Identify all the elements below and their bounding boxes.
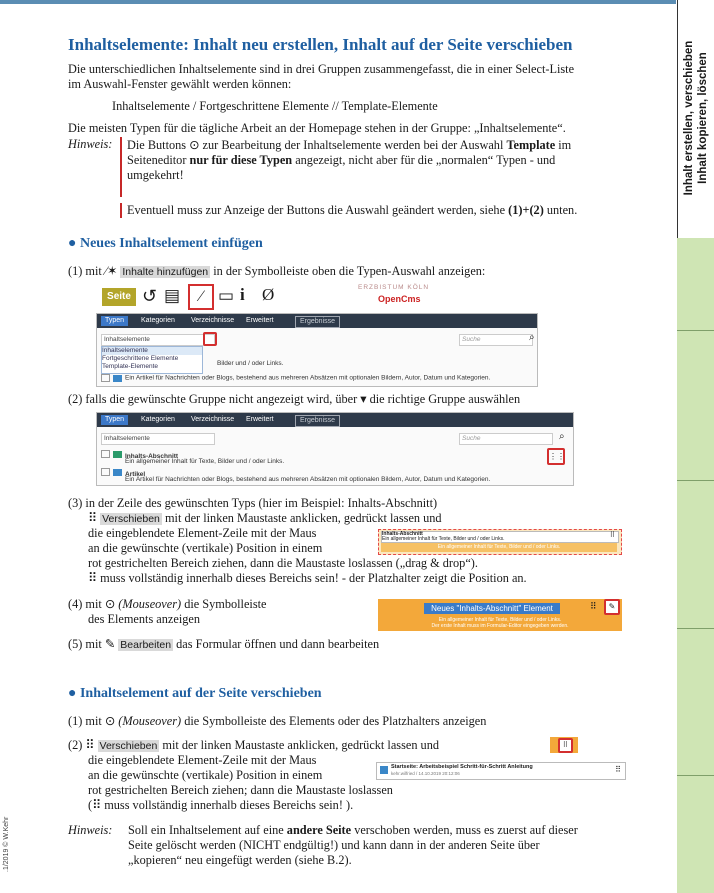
edit-pencil-icon[interactable]: ✎ [604, 599, 620, 615]
option-inhaltselemente[interactable]: Inhaltselemente [102, 347, 202, 355]
tab-erweitert[interactable]: Erweitert [246, 317, 274, 324]
hinweis-text: „kopieren“ neu eingefügt werden (siehe B.2). [128, 853, 352, 867]
row-desc: Bilder und / oder Links. [217, 360, 284, 367]
sidebar-line-2: Inhalt kopieren, löschen [697, 52, 709, 184]
hinweis-label: Hinweis: [68, 823, 113, 837]
wand-icon: ⁄✶ [104, 264, 118, 278]
folder-icon[interactable]: ▭ [218, 286, 235, 305]
type-dialog [96, 313, 538, 387]
info-icon[interactable]: i [240, 285, 245, 304]
group-select[interactable]: Inhaltselemente [101, 334, 215, 346]
step-text: (2) falls die gewünschte Gruppe nicht angezeigt wird, über [68, 392, 358, 406]
option-template[interactable]: Template-Elemente [102, 363, 158, 370]
hinweis-bold: nur für diese Typen [189, 153, 293, 167]
step-text: mit der linken Maustaste anklicken, gedrückt lassen und [164, 511, 442, 525]
hinweis-text: Die Buttons ⊙ zur Bearbeitung der Inhaltselemente werden bei der Auswahl [127, 138, 504, 152]
hinweis-red-bar [120, 137, 122, 197]
rail-divider [677, 775, 714, 776]
bullet-icon: ● [68, 686, 77, 701]
bullet-icon: ● [68, 236, 77, 251]
hinweis-bold: andere Seite [286, 823, 352, 837]
hinweis-label: Hinweis: [68, 137, 113, 151]
sidebar-line-1: Inhalt erstellen, verschieben [683, 40, 695, 196]
grid-handle-icon: ⠿ [85, 738, 95, 752]
tab-verzeichnisse[interactable]: Verzeichnisse [191, 416, 235, 423]
new-element-preview [378, 599, 622, 631]
row-checkbox[interactable] [101, 374, 110, 382]
dialog-tabbar [97, 314, 537, 328]
grid-handle-icon: ⠿ [88, 571, 98, 585]
step-text: mit der linken Maustaste anklicken, gedrückt lassen und [162, 738, 439, 752]
mouseover-text: (Mouseover) [118, 597, 182, 611]
step-text: (5) mit [68, 637, 102, 651]
intro-line-1: Die unterschiedlichen Inhaltselemente sind in drei Gruppen zusammengefasst, die in einer Select-Liste [68, 62, 575, 76]
tab-kategorien[interactable]: Kategorien [141, 317, 175, 324]
page-element-title: Startseite: Arbeitsbeispiel Schritt-für-Schritt Anleitung [391, 764, 533, 770]
step-text: die eingeblendete Element-Zeile mit der Maus [88, 753, 317, 767]
step-text: an die gewünschte (vertikale) Position in einem [88, 541, 323, 555]
step-text: (1) mit [68, 714, 102, 728]
move-handle-highlight[interactable]: ⠿ [558, 738, 573, 753]
search-icon[interactable]: ⌕ [529, 332, 535, 343]
step-text: (1) mit [68, 264, 102, 278]
item-desc: Ein allgemeiner Inhalt für Texte, Bilder und / oder Links. [125, 458, 285, 465]
section-icon [113, 451, 122, 458]
drag-desc: Ein allgemeiner Inhalt für Texte, Bilder und / oder Links. [382, 536, 505, 542]
new-element-desc: Ein allgemeiner Inhalt für Texte, Bilder und / oder Links. Der erste Inhalt muss im Formular-Editor eingegeben werden. [431, 617, 569, 629]
move-handle-highlight[interactable]: ⋮⋮ [547, 448, 565, 465]
step-text: die eingeblendete Element-Zeile mit der Maus [88, 526, 317, 540]
group-list: Inhaltselemente / Fortgeschrittene Elemente // Template-Elemente [112, 99, 438, 113]
hinweis-text: Eventuell muss zur Anzeige der Buttons die Auswahl geändert werden, siehe [127, 203, 506, 217]
opencms-logo: OpenCms [378, 294, 421, 304]
caret-down-icon: ▾ [360, 392, 367, 406]
search-input[interactable]: Suche [459, 334, 533, 346]
option-fortgeschrittene[interactable]: Fortgeschrittene Elemente [102, 355, 179, 362]
new-element-title: Neues "Inhalts-Abschnitt" Element [424, 603, 560, 614]
grid-handle-icon[interactable]: ⠿ [615, 765, 621, 774]
footer-copyright: .1/2019 © W.Kehr [3, 816, 10, 872]
tab-verzeichnisse[interactable]: Verzeichnisse [191, 317, 235, 324]
hinweis-bold: (1)+(2) [508, 203, 544, 217]
step-text: rot gestrichelten Bereich ziehen; dann die Maustaste loslassen [88, 783, 393, 797]
intro-line-3: Die meisten Typen für die tägliche Arbeit an der Homepage stehen in der Gruppe: „Inhaltselemente“. [68, 121, 566, 135]
item-title: Inhalts-Abschnitt [125, 453, 179, 460]
search-input[interactable]: Suche [459, 433, 553, 445]
grid-handle-icon: ⠿ [88, 511, 98, 525]
hinweis-text: Seiteneditor [127, 153, 187, 167]
tab-kategorien[interactable]: Kategorien [141, 416, 175, 423]
group-select[interactable]: Inhaltselemente [101, 433, 215, 445]
page-title: Inhaltselemente: Inhalt neu erstellen, Inhalt auf der Seite verschieben [68, 35, 573, 54]
hinweis-text: angezeigt, nicht aber für die „normalen“ Typen - und [295, 153, 556, 167]
sidebar-active-tab[interactable] [677, 0, 714, 238]
verschieben-label: Verschieben [99, 740, 158, 752]
element-toolbar-snippet [550, 737, 578, 753]
row-desc: Ein Artikel für Nachrichten oder Blogs, bestehend aus mehreren Absätzen mit optionalen Bildern, Autor, Datum und Kategorien. [125, 374, 491, 382]
step-text: rot gestrichelten Bereich ziehen, dann die Maustaste loslassen („drag & drop“). [88, 556, 478, 570]
grid-handle-icon[interactable]: ⠿ [609, 532, 615, 539]
add-content-icon[interactable]: ⁄ [188, 284, 214, 310]
row-checkbox[interactable] [101, 468, 110, 476]
bearbeiten-label: Bearbeiten [120, 639, 172, 651]
hinweis-text: Seite gelöscht werden (NICHT endgültig!) und kann dann in der anderen Seite über [128, 838, 540, 852]
step-text: die Symbolleiste [184, 597, 267, 611]
step-text: muss vollständig innerhalb dieses Bereichs sein! - der Platzhalter zeigt die Position an. [100, 571, 527, 585]
opencms-toolbar [96, 284, 536, 312]
placeholder-bar: Ein allgemeiner Inhalt für Texte, Bilder und / oder Links. [381, 543, 617, 552]
search-icon[interactable]: ⌕ [559, 431, 565, 442]
hinweis-text: umgekehrt! [127, 168, 184, 182]
type-dialog-2 [96, 412, 574, 486]
intro-line-2: im Auswahl-Fenster gewählt werden können: [68, 77, 292, 91]
hinweis-red-bar [120, 203, 122, 218]
row-checkbox[interactable] [101, 450, 110, 458]
clipboard-icon[interactable]: ▤ [164, 286, 181, 305]
rail-divider [677, 628, 714, 629]
verschieben-label: Verschieben [102, 513, 160, 525]
sidebar-rail [677, 0, 714, 893]
hinweis-text: verschoben werden, muss es zuerst auf dieser [354, 823, 578, 837]
disabled-icon[interactable]: Ø [262, 285, 275, 304]
mouseover-text: (Mouseover) [118, 714, 182, 728]
section-heading: ● Neues Inhaltselement einfügen [68, 236, 263, 251]
inhalte-hinzufuegen-label: Inhalte hinzufügen [122, 266, 209, 278]
step-text: an die gewünschte (vertikale) Position in einem [88, 768, 323, 782]
drag-element[interactable] [381, 531, 619, 543]
brand-label: ERZBISTUM KÖLN [358, 284, 430, 291]
tab-typen[interactable]: Typen [101, 415, 128, 425]
pencil-icon: ✎ [104, 637, 116, 651]
step-text: in der Symbolleiste oben die Typen-Auswahl anzeigen: [213, 264, 486, 278]
section-heading: ● Inhaltselement auf der Seite verschieben [68, 686, 322, 701]
article-icon [113, 469, 122, 476]
rail-divider [677, 480, 714, 481]
tab-ergebnisse[interactable]: Ergebnisse [295, 415, 340, 427]
history-icon[interactable]: ↺ [142, 286, 158, 306]
page-icon [380, 766, 388, 774]
drop-zone [378, 529, 622, 555]
step-text: muss vollständig innerhalb dieses Bereichs sein! ). [104, 798, 354, 812]
page-element-meta: kehr.wilfried / 14.10.2019 20:12:06 [391, 771, 460, 776]
hinweis-text: im [558, 138, 572, 152]
dialog-tabbar [97, 413, 573, 427]
grid-handle-icon: ⠿ [92, 798, 102, 812]
dropdown-toggle-highlight[interactable] [203, 332, 217, 346]
step-text: die Symbolleiste des Elements oder des Platzhalters anzeigen [184, 714, 487, 728]
hinweis-bold: Template [506, 138, 556, 152]
seite-button[interactable]: Seite [102, 288, 136, 306]
item-desc: Ein Artikel für Nachrichten oder Blogs, bestehend aus mehreren Absätzen mit optionalen Bildern, Autor, Datum und Kategorien. [125, 476, 491, 483]
target-icon: ⊙ [104, 714, 116, 728]
rail-divider [677, 330, 714, 331]
step-number: (2) [68, 738, 83, 752]
tab-typen[interactable]: Typen [101, 316, 128, 326]
grid-handle-icon[interactable]: ⠿ [590, 601, 597, 611]
step-text: (3) in der Zeile des gewünschten Typs (hier im Beispiel: Inhalts-Abschnitt) [68, 496, 438, 510]
tab-ergebnisse[interactable]: Ergebnisse [295, 316, 340, 328]
article-icon [113, 375, 122, 382]
target-icon: ⊙ [104, 597, 116, 611]
group-dropdown [101, 346, 203, 374]
page-element-row[interactable] [376, 762, 626, 780]
step-text: die richtige Gruppe auswählen [369, 392, 521, 406]
top-rule [0, 0, 676, 4]
drag-title: Inhalts-Abschnitt [382, 531, 423, 537]
hinweis-text: Soll ein Inhaltselement auf eine [128, 823, 284, 837]
tab-erweitert[interactable]: Erweitert [246, 416, 274, 423]
step-text: das Formular öffnen und dann bearbeiten [176, 637, 380, 651]
step-text: des Elements anzeigen [88, 612, 200, 626]
hinweis-text: unten. [546, 203, 578, 217]
item-title: Artikel [125, 471, 146, 478]
step-text: (4) mit [68, 597, 102, 611]
